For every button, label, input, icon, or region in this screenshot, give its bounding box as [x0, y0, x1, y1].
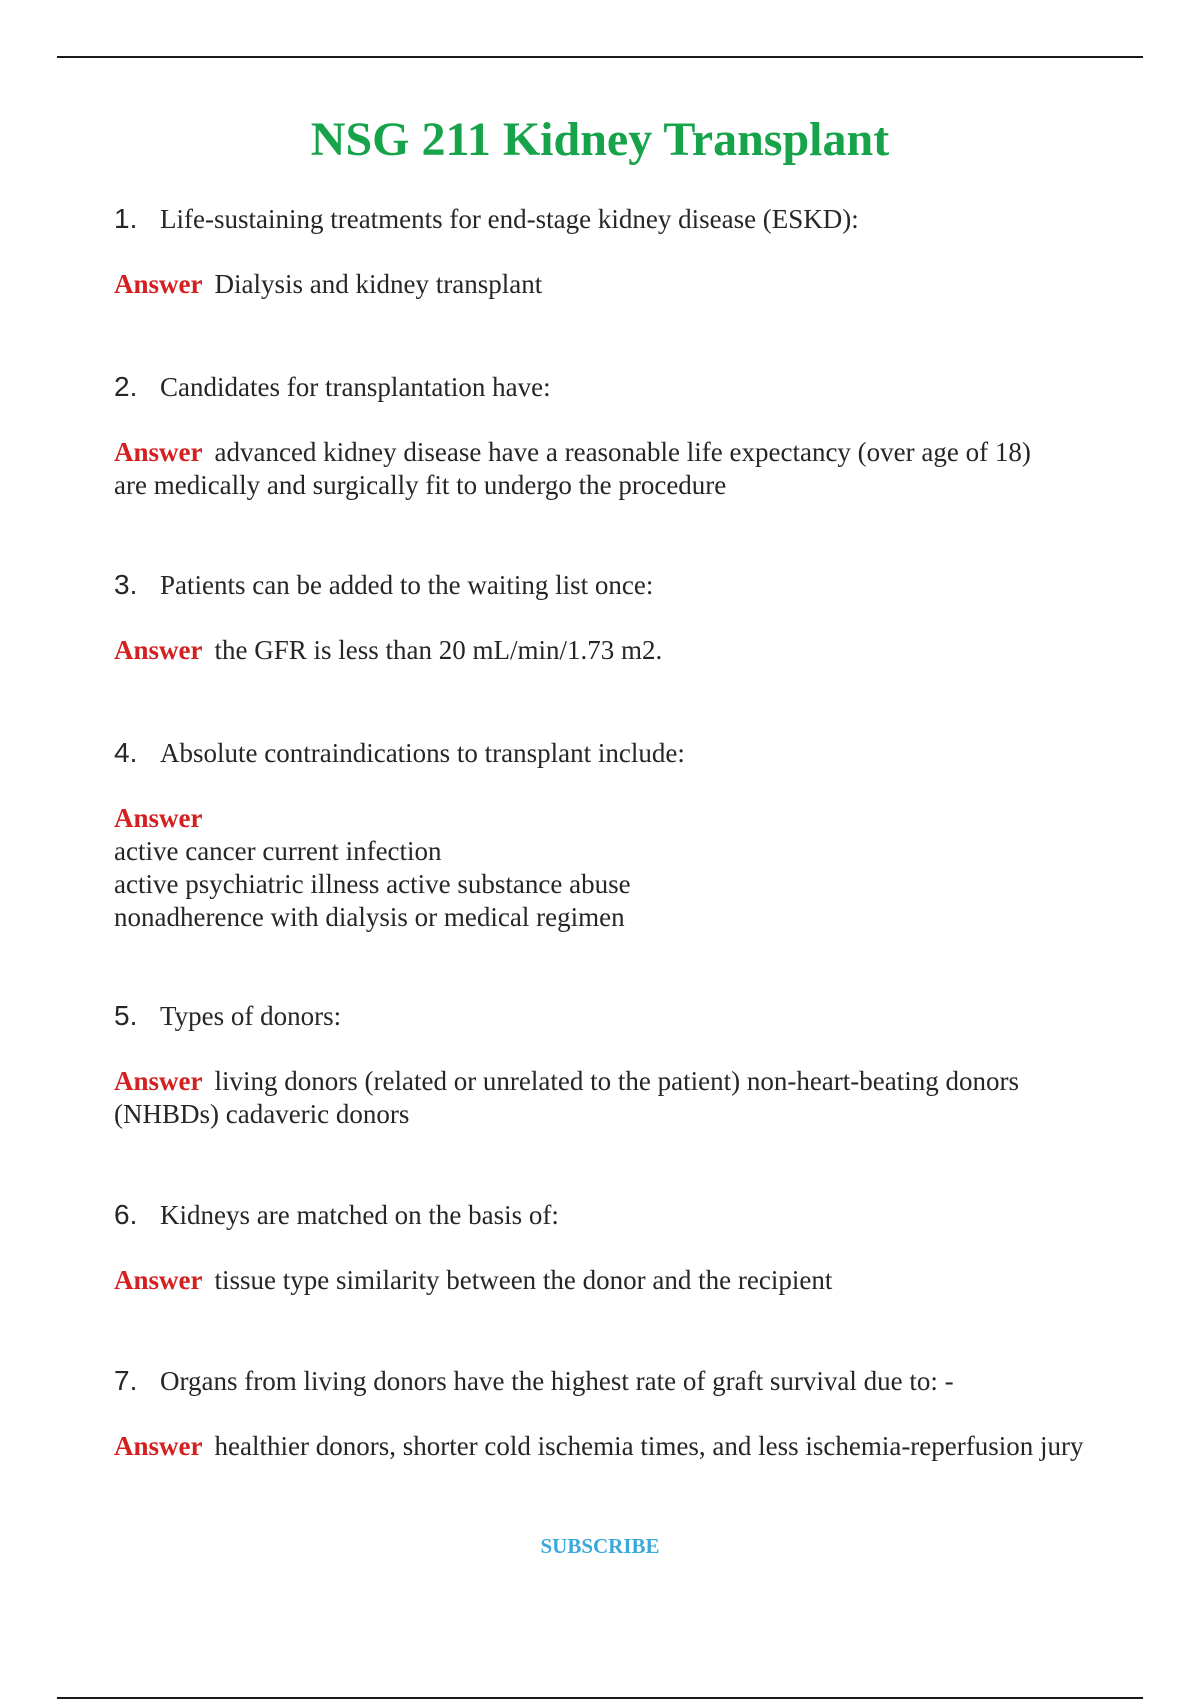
qa-item-6 — [114, 1199, 1144, 1297]
question-number: 2. — [114, 371, 138, 402]
answer-label: Answer — [114, 803, 203, 833]
answer-7 — [114, 1430, 1144, 1463]
question-4 — [114, 737, 1144, 769]
answer-text: tissue type similarity between the donor and the recipient — [214, 1265, 833, 1295]
question-text: Candidates for transplantation have: — [160, 372, 551, 402]
question-text: Types of donors: — [160, 1001, 342, 1031]
answer-text: the GFR is less than 20 mL/min/1.73 m2. — [214, 635, 663, 665]
question-number: 3. — [114, 569, 138, 600]
qa-item-2 — [114, 371, 1144, 502]
answer-continued: are medically and surgically fit to undergo the procedure — [114, 470, 727, 500]
answer-4 — [114, 802, 1144, 934]
subscribe-link[interactable]: SUBSCRIBE — [540, 1534, 660, 1558]
qa-item-5 — [114, 1000, 1144, 1131]
answer-1 — [114, 268, 1144, 301]
answer-label: Answer — [114, 635, 203, 665]
answer-label: Answer — [114, 1431, 203, 1461]
answer-text: Dialysis and kidney transplant — [214, 269, 543, 299]
answer-label: Answer — [114, 1066, 203, 1096]
answer-text: healthier donors, shorter cold ischemia times, and less ischemia-reperfusion jury — [214, 1431, 1084, 1461]
question-5 — [114, 1000, 1144, 1032]
answer-line-3: nonadherence with dialysis or medical regimen — [114, 902, 625, 932]
question-6 — [114, 1199, 1144, 1231]
answer-2 — [114, 436, 1144, 502]
question-text: Organs from living donors have the highest rate of graft survival due to: - — [160, 1366, 954, 1396]
question-text: Life-sustaining treatments for end-stage kidney disease (ESKD): — [160, 204, 859, 234]
answer-5 — [114, 1065, 1144, 1131]
question-number: 7. — [114, 1365, 138, 1396]
question-7 — [114, 1365, 1144, 1397]
answer-6 — [114, 1264, 1144, 1297]
question-text: Absolute contraindications to transplant include: — [160, 738, 685, 768]
question-number: 5. — [114, 1000, 138, 1031]
question-text: Patients can be added to the waiting list once: — [160, 570, 654, 600]
answer-3 — [114, 634, 1144, 667]
answer-text: advanced kidney disease have a reasonable life expectancy (over age of 18) — [214, 437, 1031, 467]
question-number: 4. — [114, 737, 138, 768]
answer-label: Answer — [114, 1265, 203, 1295]
question-number: 1. — [114, 203, 138, 234]
answer-continued: (NHBDs) cadaveric donors — [114, 1099, 410, 1129]
page-title: NSG 211 Kidney Transplant — [310, 113, 890, 166]
answer-label: Answer — [114, 269, 203, 299]
question-number: 6. — [114, 1199, 138, 1230]
question-1 — [114, 203, 1144, 235]
qa-item-3 — [114, 569, 1144, 667]
question-text: Kidneys are matched on the basis of: — [160, 1200, 559, 1230]
question-2 — [114, 371, 1144, 403]
qa-item-7 — [114, 1365, 1144, 1463]
bottom-rule — [57, 1697, 1143, 1699]
answer-text: living donors (related or unrelated to the patient) non-heart-beating donors — [214, 1066, 1019, 1096]
answer-label: Answer — [114, 437, 203, 467]
answer-line-2: active psychiatric illness active substance abuse — [114, 869, 631, 899]
qa-item-1 — [114, 203, 1144, 301]
qa-item-4 — [114, 737, 1144, 934]
top-rule — [57, 56, 1143, 58]
answer-line-1: active cancer current infection — [114, 836, 442, 866]
question-3 — [114, 569, 1144, 601]
